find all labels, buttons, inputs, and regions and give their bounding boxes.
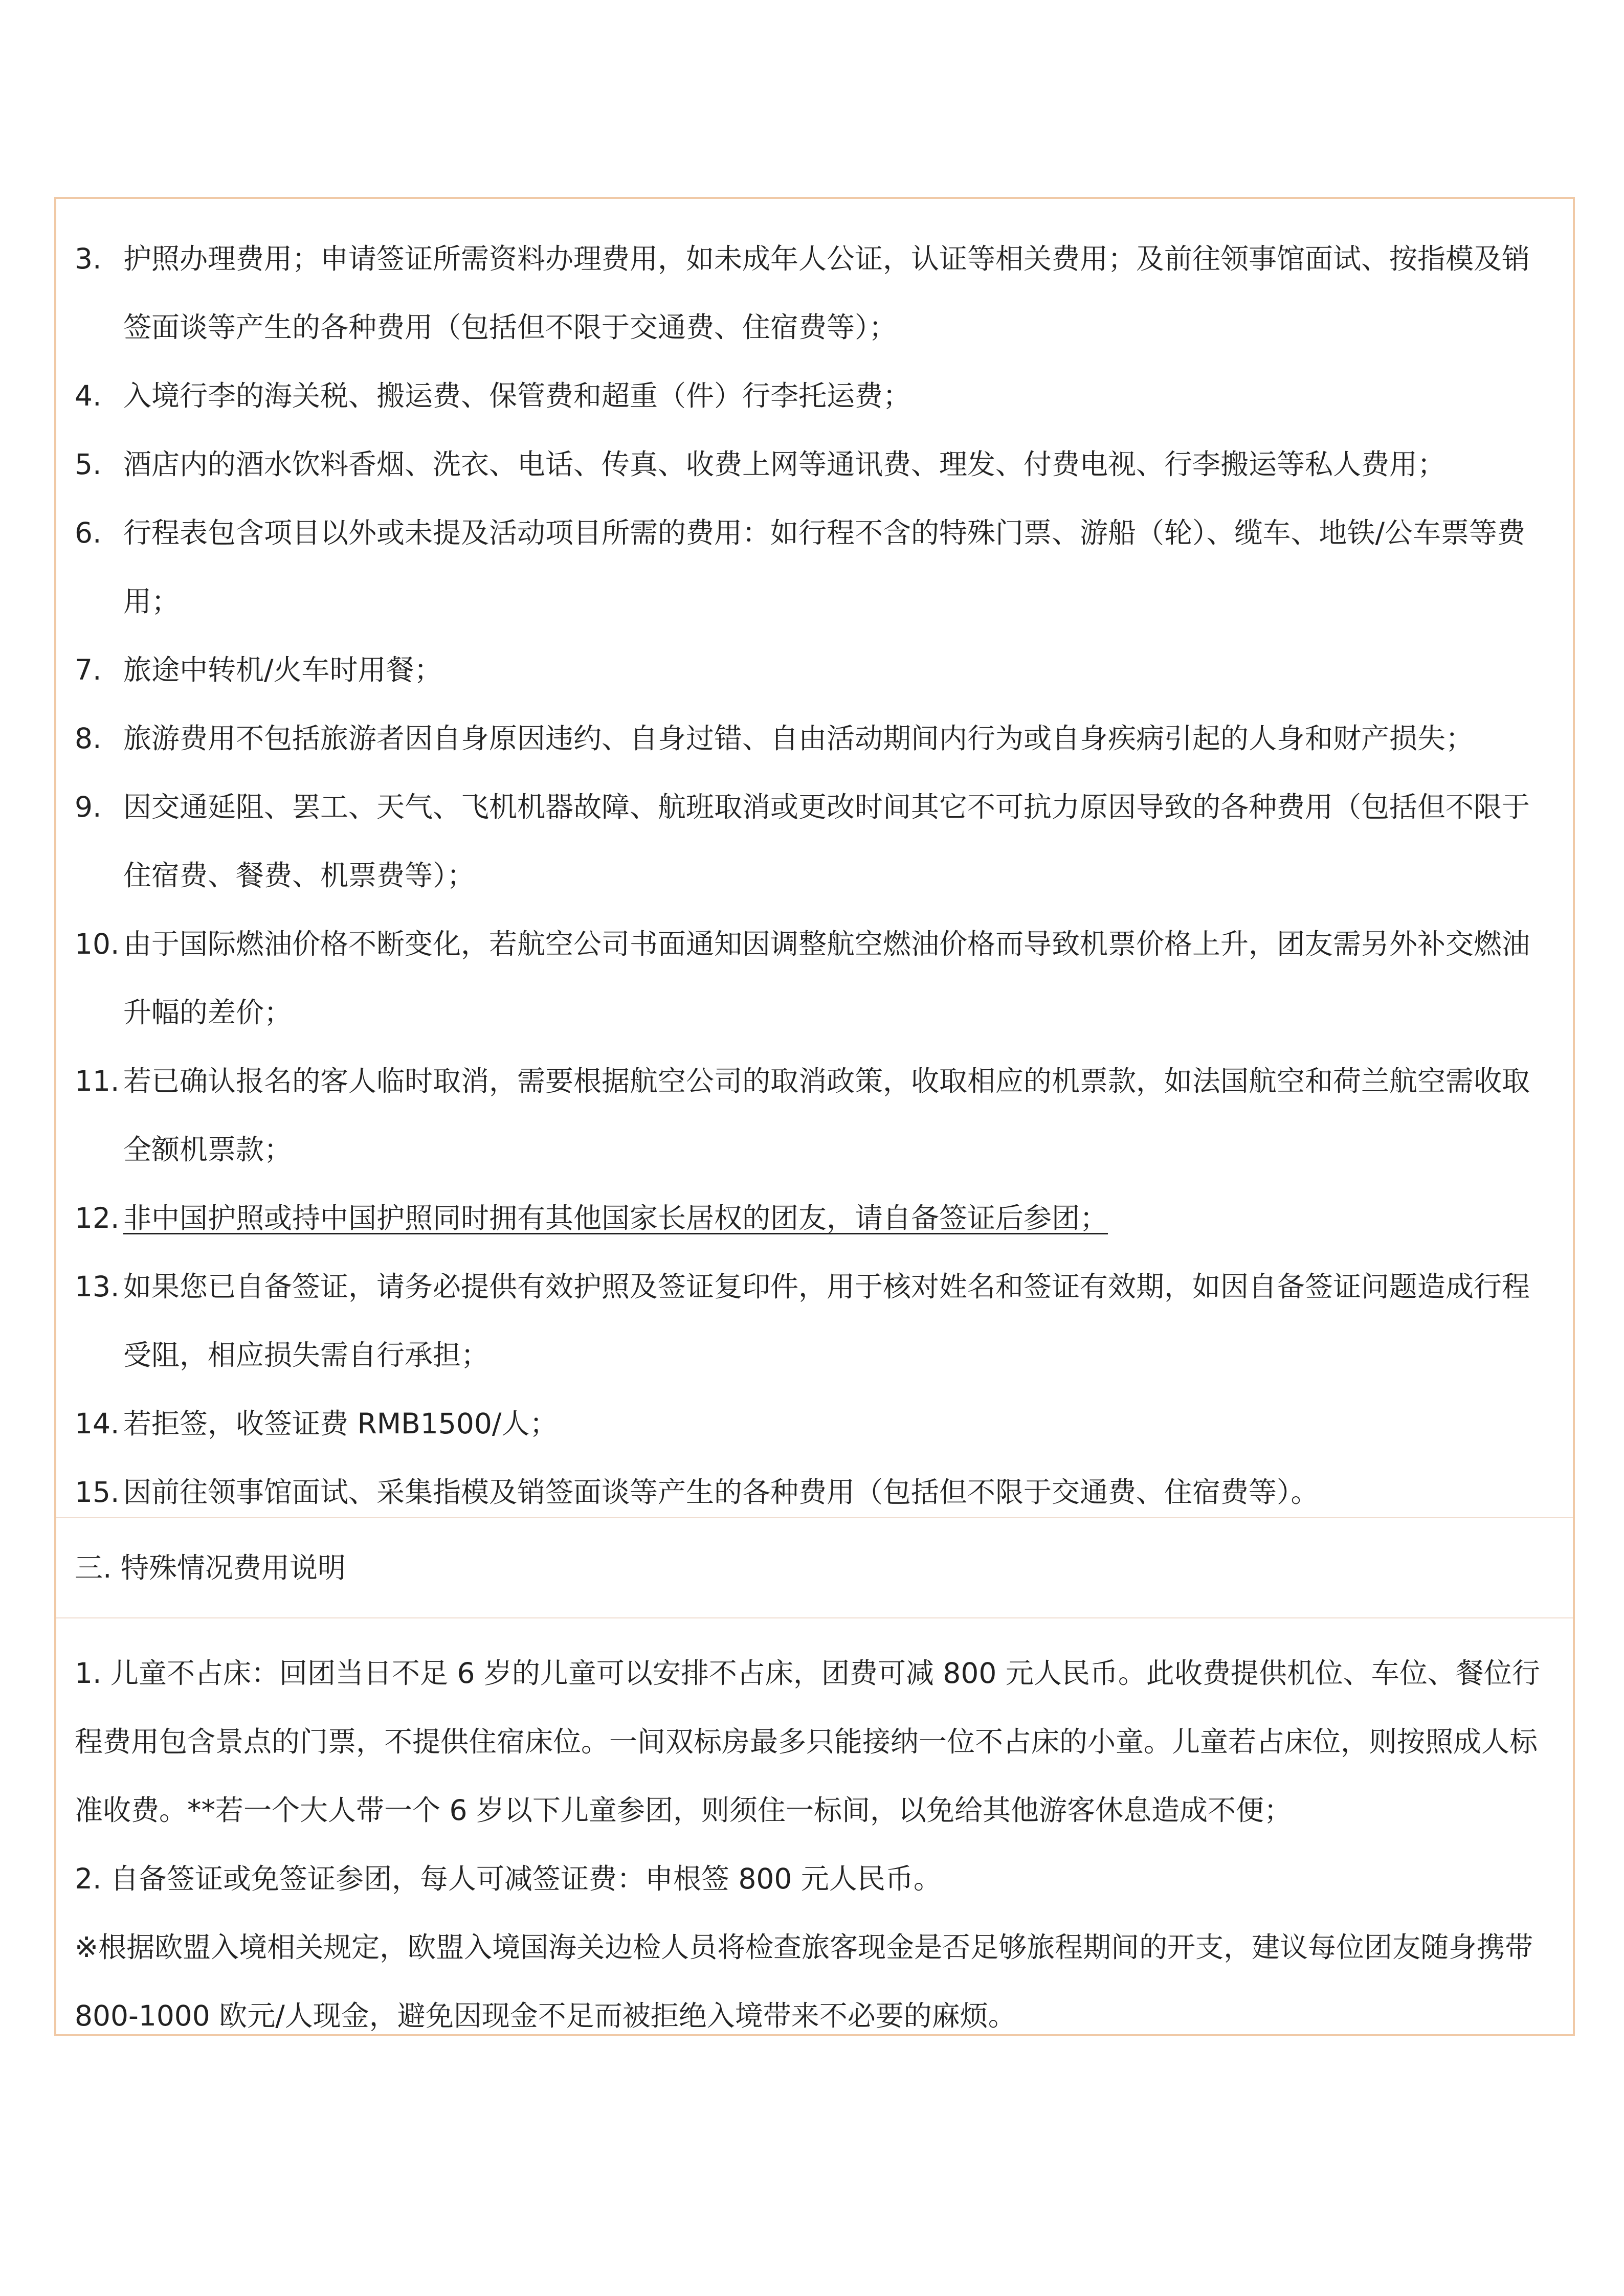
- item-number: 9.: [75, 791, 102, 823]
- section-title: 三. 特殊情况费用说明: [75, 1551, 346, 1584]
- special-section-body: [56, 1618, 1573, 2036]
- item-number: 8.: [75, 722, 102, 755]
- item-number: 5.: [75, 448, 102, 481]
- item-text: 因前往领事馆面试、采集指模及销签面谈等产生的各种费用（包括但不限于交通费、住宿费等）。: [123, 1476, 1319, 1509]
- paragraph: 2. 自备签证或免签证参团，每人可减签证费：申根签 800 元人民币。: [75, 1862, 942, 1895]
- item-number: 7.: [75, 654, 102, 686]
- item-number: 11.: [75, 1065, 120, 1097]
- item-text: 若已确认报名的客人临时取消，需要根据航空公司的取消政策，收取相应的机票款，如法国航空和荷兰航空需收取全额机票款；: [123, 1065, 1530, 1166]
- item-text: 旅游费用不包括旅游者因自身原因违约、自身过错、自由活动期间内行为或自身疾病引起的人身和财产损失；: [123, 722, 1474, 755]
- item-number: 14.: [75, 1407, 120, 1440]
- item-number: 10.: [75, 928, 120, 960]
- excluded-items-section: [56, 199, 1573, 1518]
- item-number: 4.: [75, 379, 102, 412]
- item-text: 因交通延阻、罢工、天气、飞机机器故障、航班取消或更改时间其它不可抗力原因导致的各种费用（包括但不限于住宿费、餐费、机票费等）；: [123, 791, 1530, 892]
- item-text: 如果您已自备签证，请务必提供有效护照及签证复印件，用于核对姓名和签证有效期，如因自备签证问题造成行程受阻，相应损失需自行承担；: [123, 1270, 1530, 1371]
- special-section-header: [56, 1518, 1573, 1618]
- item-number: 13.: [75, 1270, 120, 1303]
- item-text: 旅途中转机/火车时用餐；: [123, 654, 442, 686]
- paragraph: 1. 儿童不占床：回团当日不足 6 岁的儿童可以安排不占床，团费可减 800 元人民币。此收费提供机位、车位、餐位行程费用包含景点的门票，不提供住宿床位。一间双标房最多只能接纳一位不占床的小童。儿童若占床位，则按照成人标准收费。**若一个大人带一个 6 岁以下儿童参团，则须住一标间，以免给其他游客休息造成不便；: [75, 1657, 1540, 1827]
- fee-table: [54, 197, 1575, 2036]
- item-text: 若拒签，收签证费 RMB1500/人；: [123, 1407, 558, 1440]
- item-text: 酒店内的酒水饮料香烟、洗衣、电话、传真、收费上网等通讯费、理发、付费电视、行李搬运等私人费用；: [123, 448, 1446, 481]
- item-number: 12.: [75, 1202, 120, 1234]
- item-number: 6.: [75, 516, 102, 549]
- item-text: 非中国护照或持中国护照同时拥有其他国家长居权的团友，请自备签证后参团；: [123, 1202, 1108, 1234]
- item-text: 入境行李的海关税、搬运费、保管费和超重（件）行李托运费；: [123, 379, 911, 412]
- item-number: 15.: [75, 1476, 120, 1509]
- paragraph: ※根据欧盟入境相关规定，欧盟入境国海关边检人员将检查旅客现金是否足够旅程期间的开支，建议每位团友随身携带 800-1000 欧元/人现金，避免因现金不足而被拒绝入境带来不必要的麻烦。: [75, 1931, 1533, 2032]
- item-number: 3.: [75, 242, 102, 275]
- item-text: 由于国际燃油价格不断变化，若航空公司书面通知因调整航空燃油价格而导致机票价格上升，团友需另外补交燃油升幅的差价；: [123, 928, 1530, 1029]
- item-text: 行程表包含项目以外或未提及活动项目所需的费用：如行程不含的特殊门票、游船（轮）、缆车、地铁/公车票等费用；: [123, 516, 1526, 618]
- item-text: 护照办理费用；申请签证所需资料办理费用，如未成年人公证，认证等相关费用；及前往领事馆面试、按指模及销签面谈等产生的各种费用（包括但不限于交通费、住宿费等）；: [123, 242, 1530, 344]
